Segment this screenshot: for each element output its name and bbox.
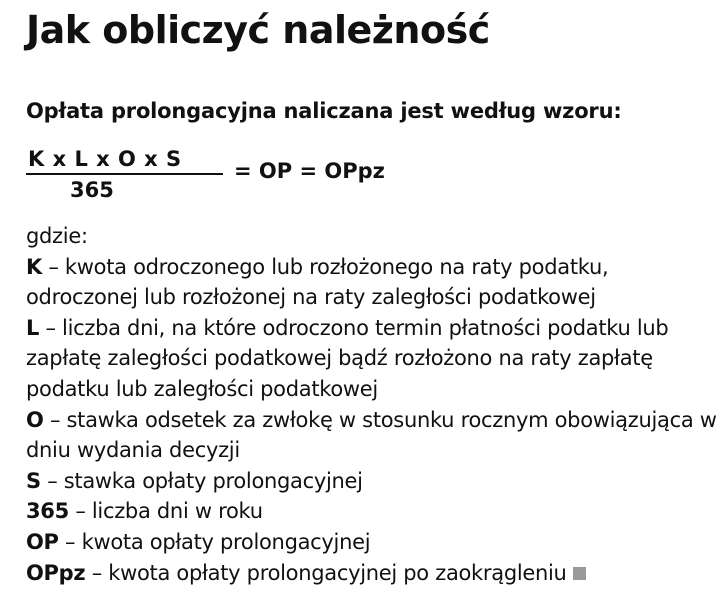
- definition-text: – liczba dni, na które odroczono termin płatności podatku lub zapłatę zaległości podatkowej bądź rozłożono na raty zapłatę podatku lub zaległości podatkowej: [26, 315, 669, 401]
- formula-denominator: 365: [70, 178, 114, 202]
- where-label: gdzie:: [26, 224, 88, 248]
- definition-symbol: 365: [26, 499, 69, 524]
- formula-result: = OP = OPpz: [234, 159, 385, 183]
- definition-symbol: OP: [26, 529, 59, 554]
- definition-text: – stawka opłaty prolongacyjnej: [40, 468, 363, 493]
- definition-text: – kwota opłaty prolongacyjnej: [58, 529, 371, 554]
- formula: [26, 146, 446, 210]
- formula-fraction: [26, 146, 223, 205]
- definition-item-s: [26, 466, 718, 497]
- end-of-article-icon: [573, 567, 586, 580]
- definition-text: – kwota opłaty prolongacyjnej po zaokrągleniu: [85, 560, 567, 585]
- formula-intro: Opłata prolongacyjna naliczana jest według wzoru:: [26, 99, 622, 123]
- definition-text: – stawka odsetek za zwłokę w stosunku rocznym obowiązująca w dniu wydania decyzji: [26, 407, 717, 463]
- definition-symbol: K: [26, 254, 42, 279]
- definition-item-l: [26, 313, 718, 405]
- definition-symbol: L: [26, 315, 40, 340]
- definition-item-k: [26, 252, 718, 313]
- definition-symbol: O: [26, 407, 44, 432]
- definition-symbol: S: [26, 468, 41, 493]
- definitions-list: [26, 221, 718, 588]
- definition-item-op: [26, 527, 718, 558]
- definition-item-365: [26, 496, 718, 527]
- definition-text: – liczba dni w roku: [68, 499, 263, 524]
- formula-numerator: K x L x O x S: [28, 147, 182, 171]
- definition-text: – kwota odroczonego lub rozłożonego na raty podatku, odroczonej lub rozłożonej na raty zaległości podatkowej: [26, 254, 609, 310]
- definition-item-oppz: [26, 558, 718, 589]
- definition-item-o: [26, 405, 718, 466]
- definition-symbol: OPpz: [26, 560, 86, 585]
- page-title: Jak obliczyć należność: [26, 8, 490, 52]
